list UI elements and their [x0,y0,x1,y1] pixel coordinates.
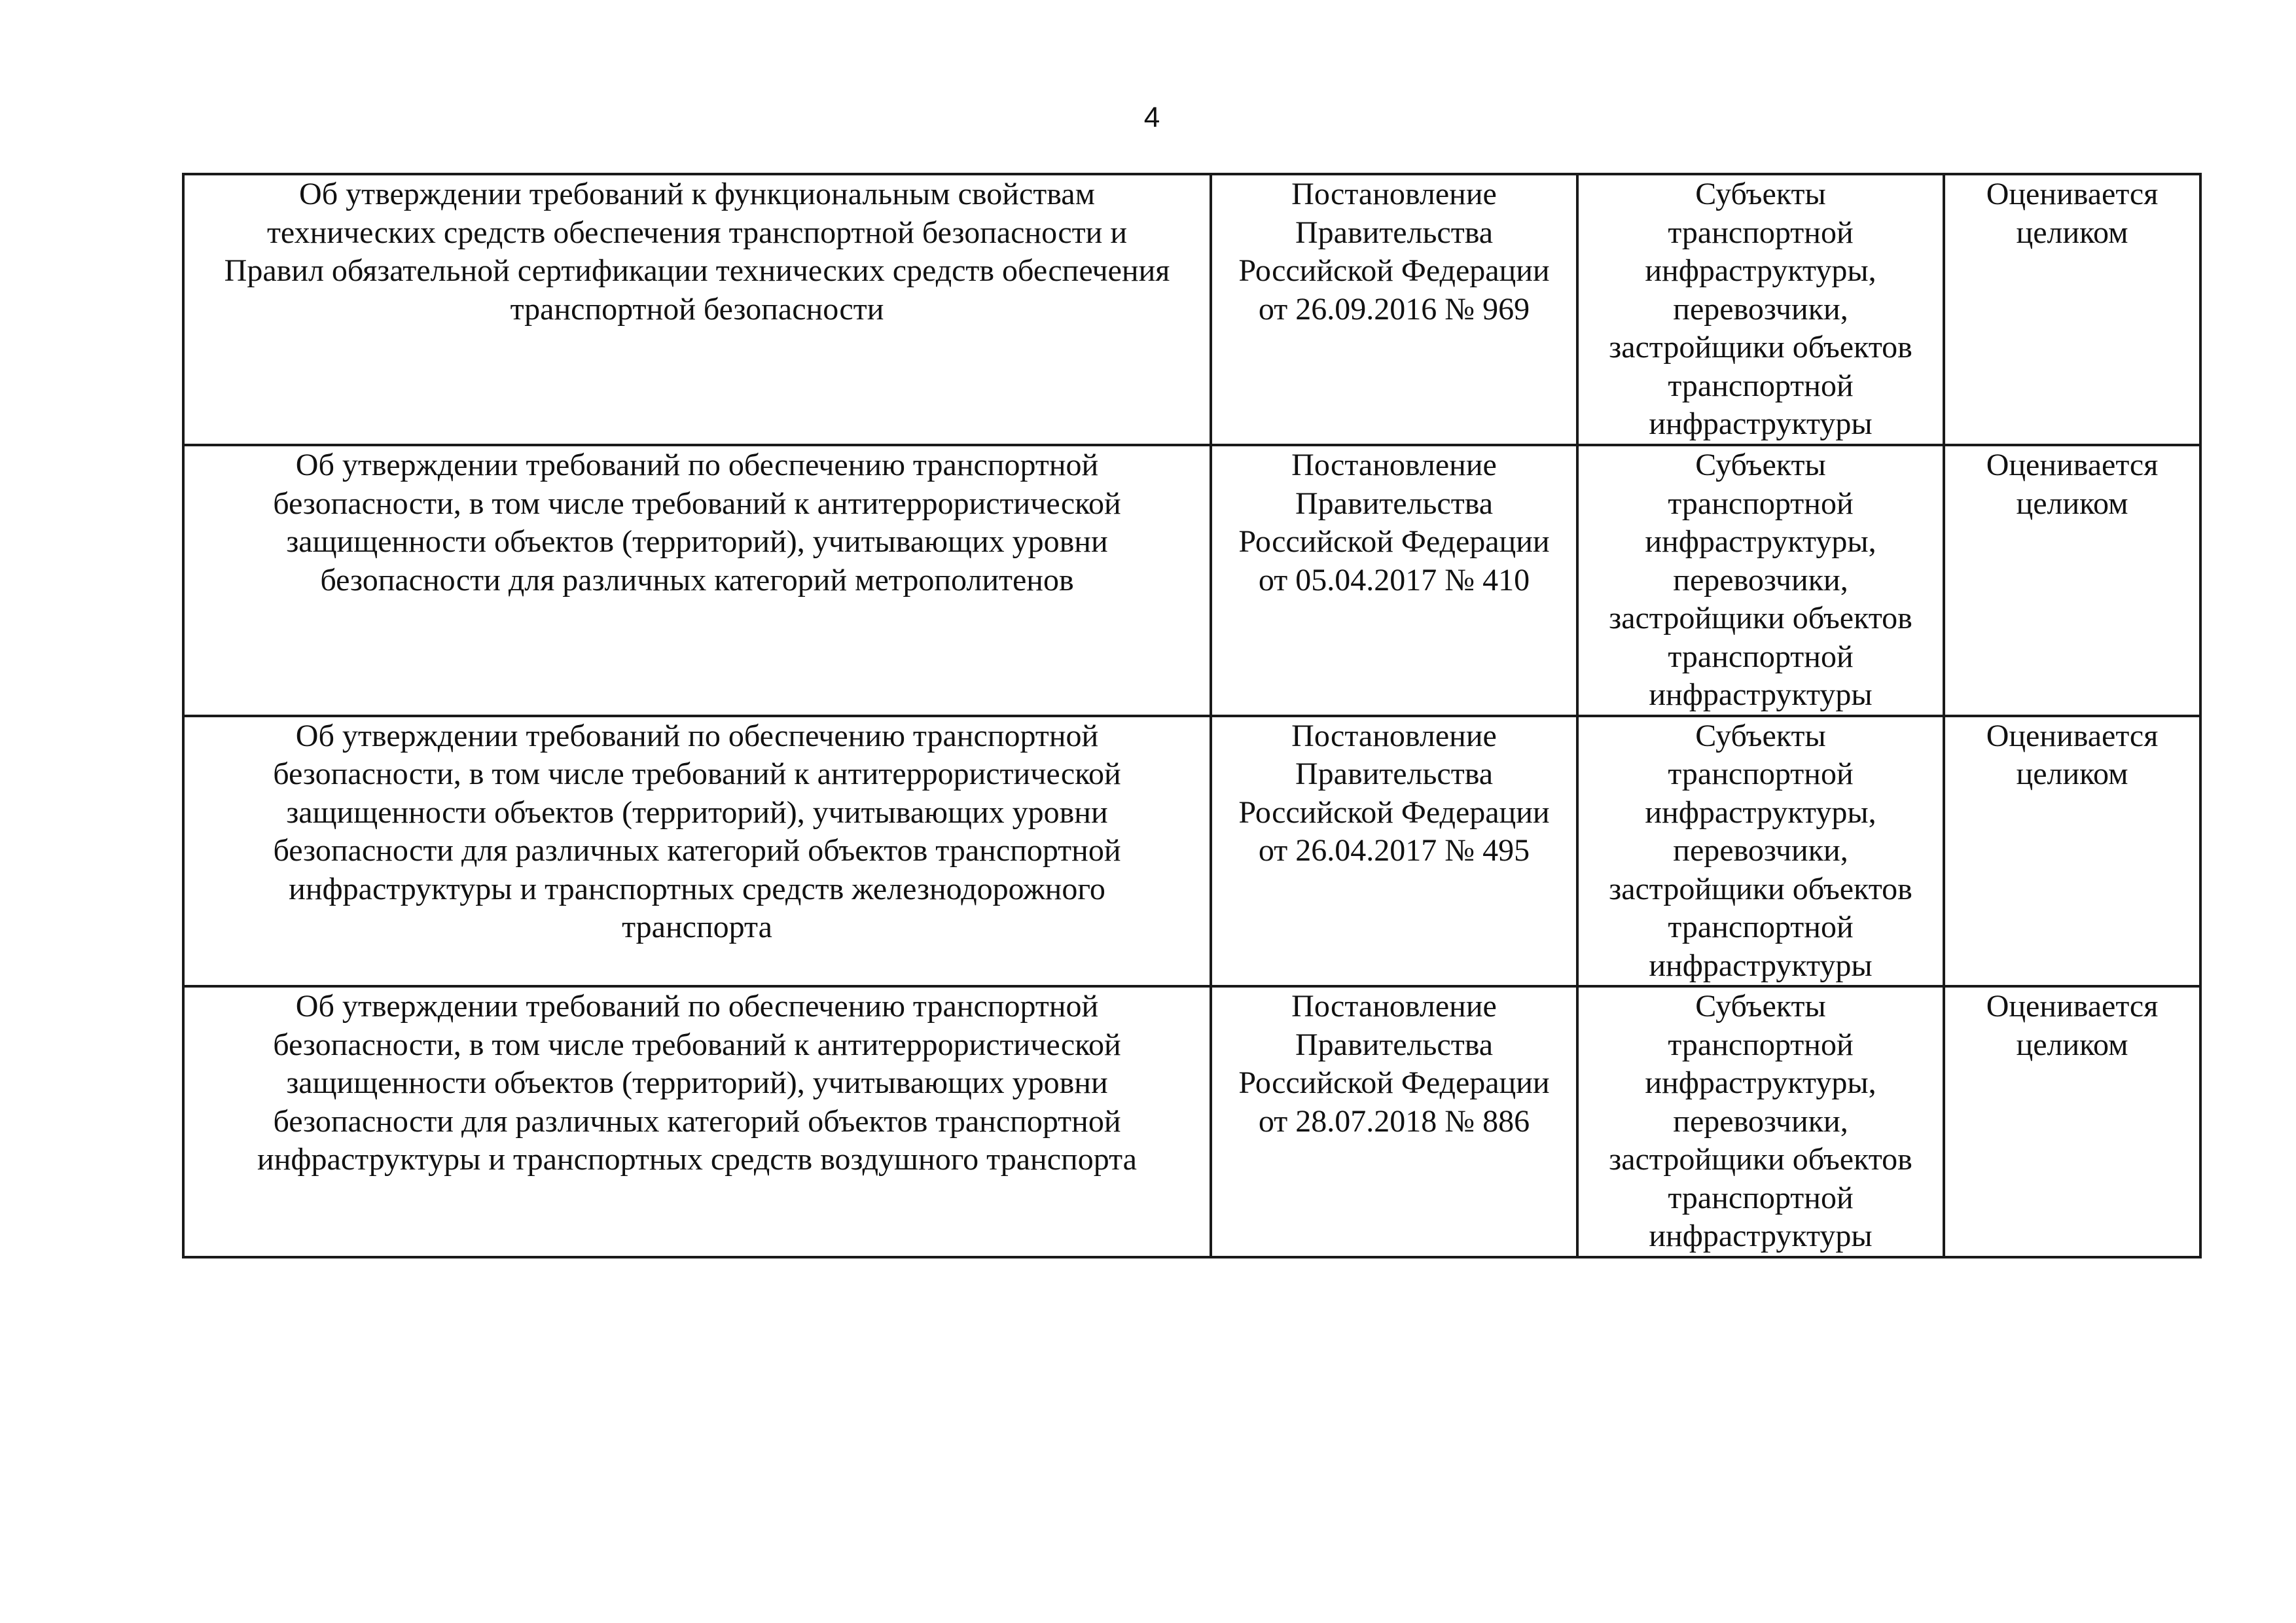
regulation-subjects: Субъекты транспортной инфраструктуры, перевозчики, застройщики объектов транспортной инфраструктуры [1609,177,1912,441]
regulation-title-cell [183,174,1211,445]
regulation-assessment: Оценивается целиком [1986,989,2159,1062]
regulation-document: Постановление Правительства Российской Федерации от 05.04.2017 № 410 [1238,448,1550,597]
regulation-title: Об утверждении требований по обеспечению транспортной безопасности, в том числе требований к антитеррористической защищенности объектов (территорий), учитывающих уровни безопасности для различных категорий объектов транспортной инфраструктуры и транспортных средств воздушного транспорта [257,989,1137,1177]
regulation-subjects: Субъекты транспортной инфраструктуры, перевозчики, застройщики объектов транспортной инфраструктуры [1609,718,1912,983]
regulation-assessment: Оценивается целиком [1986,177,2159,250]
regulation-subjects-cell [1577,986,1944,1257]
table-row [183,445,2200,716]
regulation-assessment: Оценивается целиком [1986,448,2159,521]
regulation-title-cell [183,986,1211,1257]
regulation-title: Об утверждении требований к функциональным свойствам технических средств обеспечения транспортной безопасности и Правил обязательной сертификации технических средств обеспечения транспортной безопасности [224,177,1170,327]
regulation-assessment-cell [1944,174,2200,445]
regulation-document-cell [1211,716,1577,987]
regulation-subjects: Субъекты транспортной инфраструктуры, перевозчики, застройщики объектов транспортной инфраструктуры [1609,989,1912,1253]
regulation-title: Об утверждении требований по обеспечению транспортной безопасности, в том числе требований к антитеррористической защищенности объектов (территорий), учитывающих уровни безопасности для различных категорий объектов транспортной инфраструктуры и транспортных средств железнодорожного транспорта [273,718,1121,944]
regulation-title-cell [183,716,1211,987]
regulation-document-cell [1211,174,1577,445]
regulation-title: Об утверждении требований по обеспечению транспортной безопасности, в том числе требований к антитеррористической защищенности объектов (территорий), учитывающих уровни безопасности для различных категорий метрополитенов [273,448,1121,597]
regulation-document: Постановление Правительства Российской Федерации от 28.07.2018 № 886 [1238,989,1550,1139]
regulation-document-cell [1211,986,1577,1257]
table-row [183,174,2200,445]
regulation-subjects-cell [1577,445,1944,716]
regulation-assessment-cell [1944,986,2200,1257]
regulation-subjects-cell [1577,174,1944,445]
regulations-table [182,173,2202,1258]
regulation-document: Постановление Правительства Российской Федерации от 26.09.2016 № 969 [1238,177,1550,327]
table-row [183,986,2200,1257]
table-row [183,716,2200,987]
regulation-subjects: Субъекты транспортной инфраструктуры, перевозчики, застройщики объектов транспортной инфраструктуры [1609,448,1912,712]
regulation-subjects-cell [1577,716,1944,987]
page-number: 4 [1143,101,1160,134]
regulation-assessment-cell [1944,445,2200,716]
regulation-title-cell [183,445,1211,716]
regulation-assessment: Оценивается целиком [1986,718,2159,791]
regulation-document-cell [1211,445,1577,716]
regulation-assessment-cell [1944,716,2200,987]
regulation-document: Постановление Правительства Российской Федерации от 26.04.2017 № 495 [1238,718,1550,868]
